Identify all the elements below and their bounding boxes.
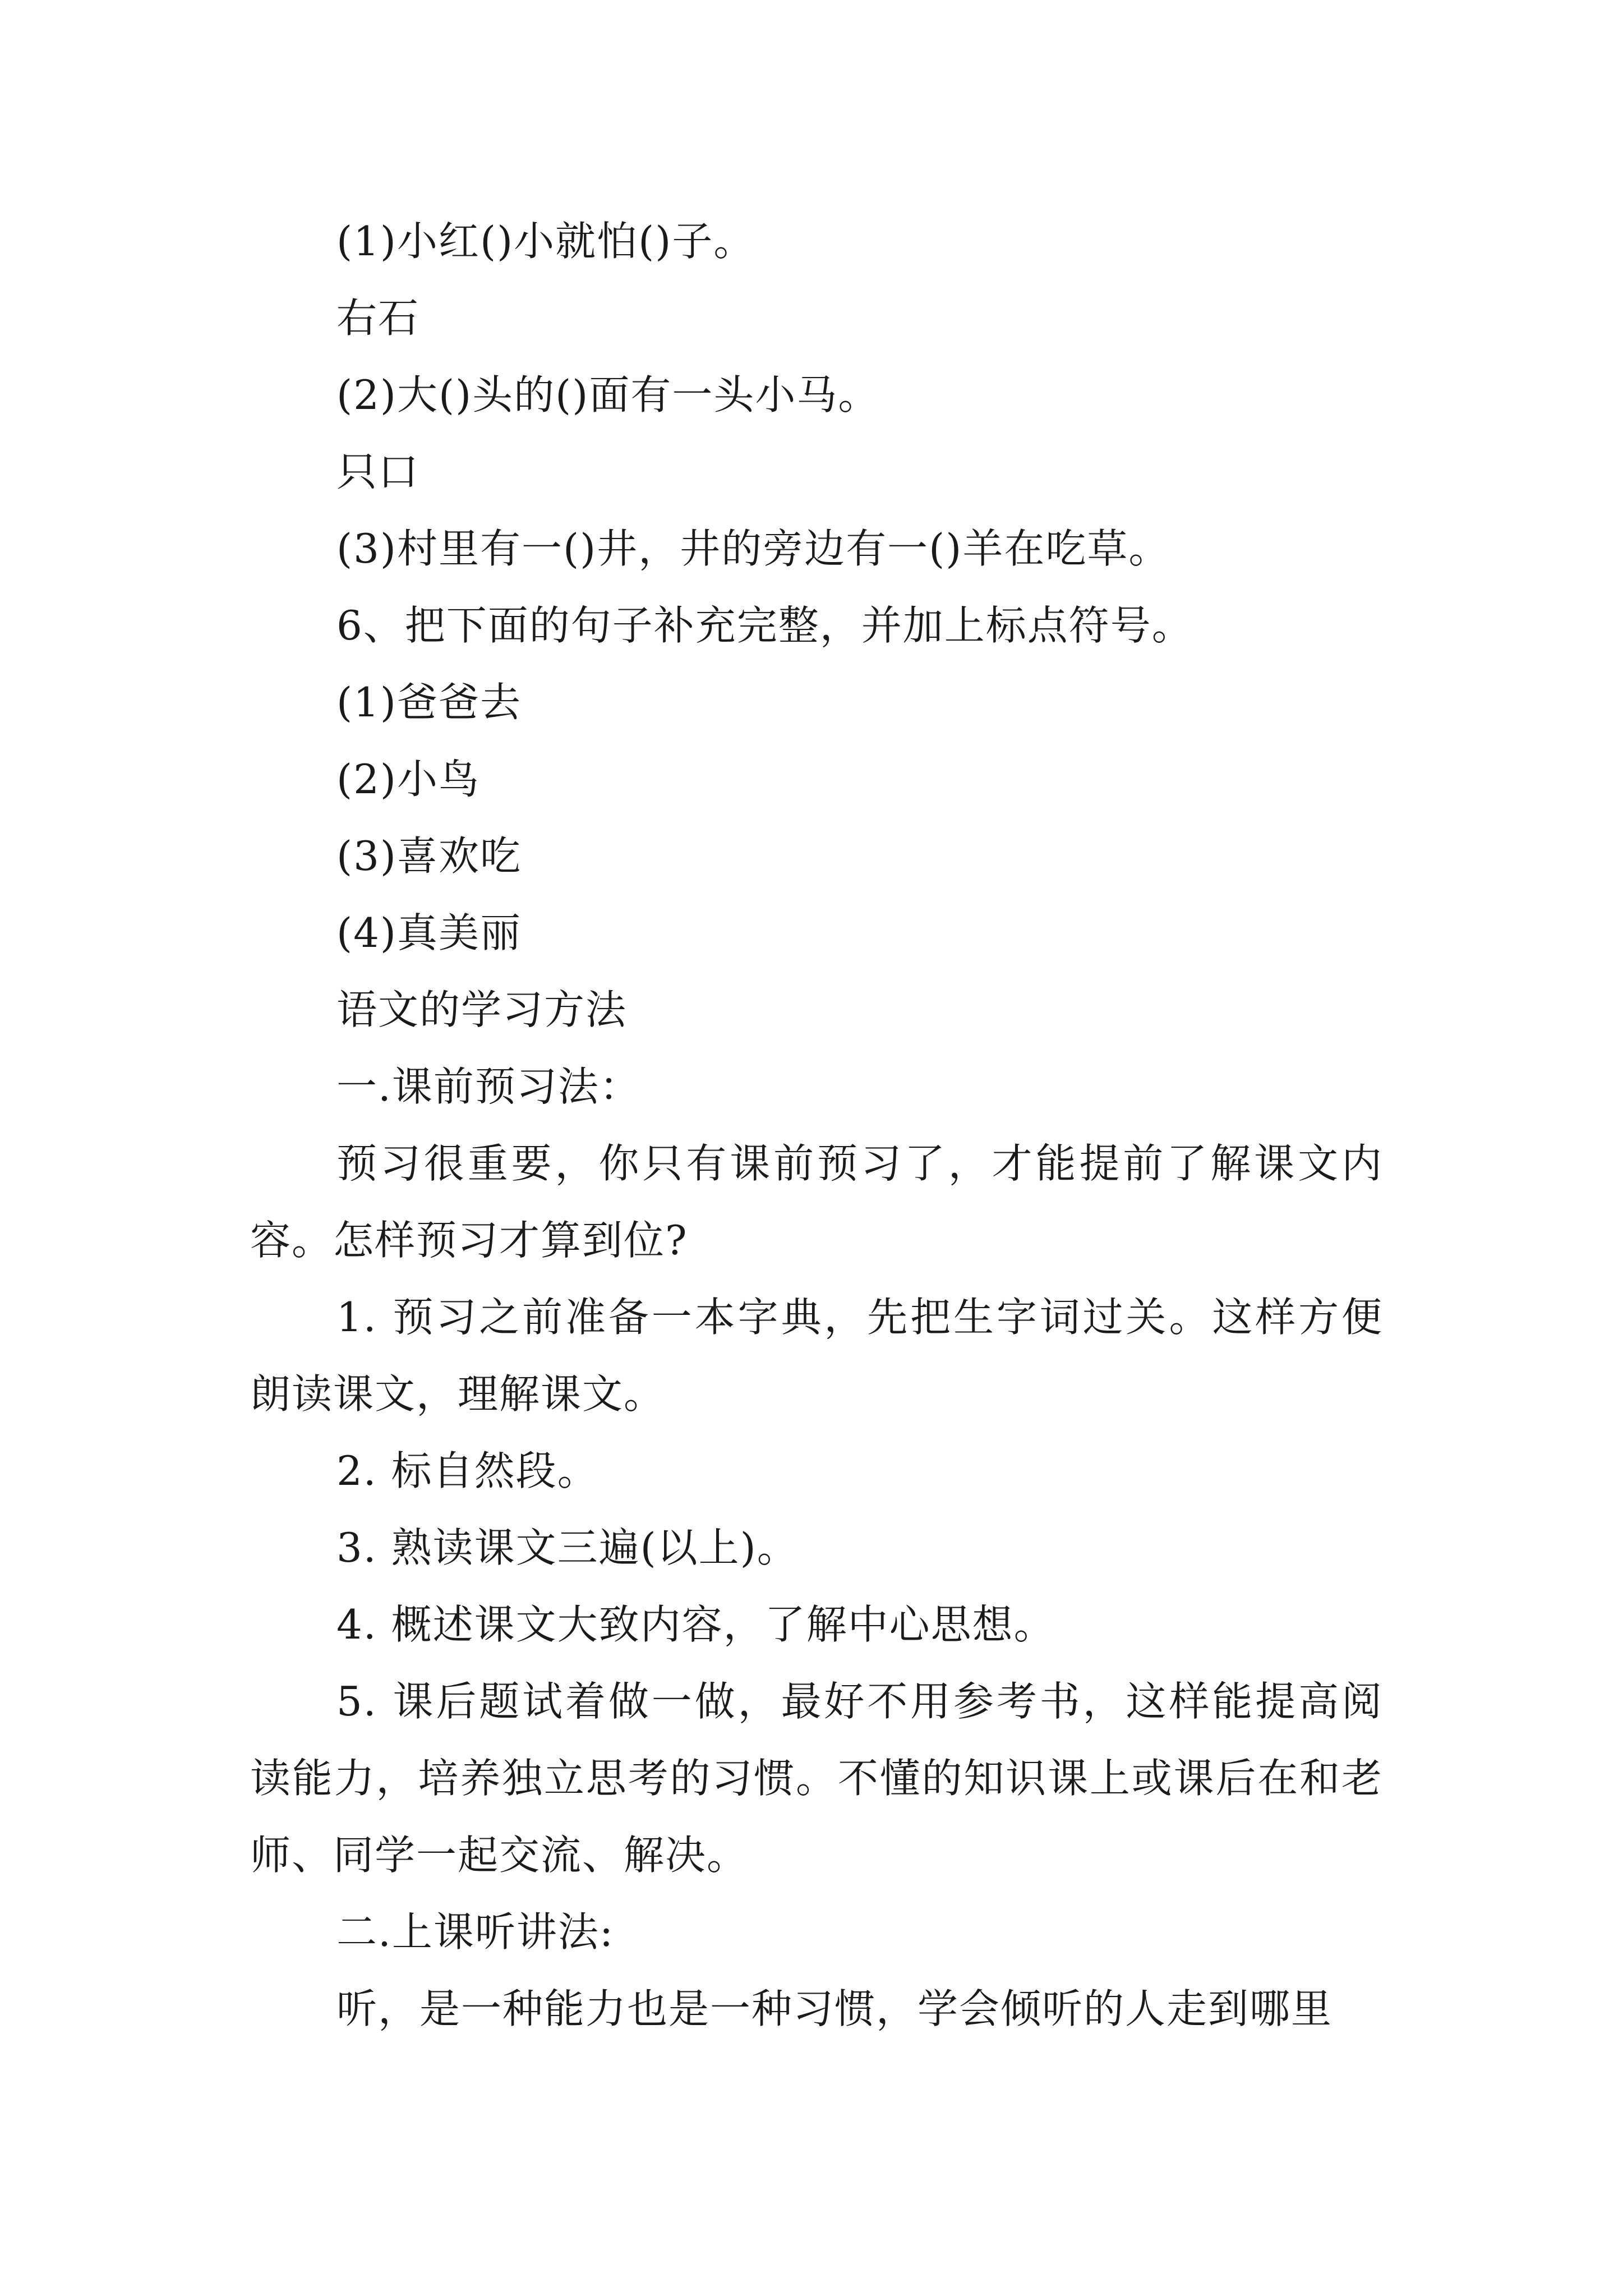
exercise-item-1: (1)小红()小就怕()子。 [336,218,755,265]
exercise-heading-6: 6、把下面的句子补充完整，并加上标点符号。 [336,602,1193,649]
list-item-1: 1. 预习之前准备一本字典，先把生字词过关。这样方便朗读课文，理解课文。 [250,1294,1383,1418]
list-item-4: 4. 概述课文大致内容，了解中心思想。 [336,1601,1055,1648]
sentence-item-2: (2)小鸟 [336,756,480,803]
sentence-item-4: (4)真美丽 [336,909,522,956]
section-title: 语文的学习方法 [336,986,628,1033]
body-paragraph: 预习很重要，你只有课前预习了，才能提前了解课文内容。怎样预习才算到位? [250,1140,1383,1264]
word-choice-line-2: 只口 [336,448,420,495]
word-choice-line-1: 右石 [336,295,420,342]
document-body [250,203,1383,2047]
method-heading-1: 一.课前预习法： [336,1063,641,1110]
exercise-item-2: (2)大()头的()面有一头小马。 [336,371,880,418]
sentence-item-1: (1)爸爸去 [336,679,522,726]
sentence-item-3: (3)喜欢吃 [336,832,522,880]
method-heading-2: 二.上课听讲法: [336,1908,615,1955]
body-paragraph-last: 听，是一种能力也是一种习惯，学会倾听的人走到哪里 [336,1985,1333,2032]
list-item-2: 2. 标自然段。 [336,1447,599,1494]
list-item-3: 3. 熟读课文三遍(以上)。 [336,1524,799,1571]
list-item-5: 5. 课后题试着做一做，最好不用参考书，这样能提高阅读能力，培养独立思考的习惯。不懂的知识课上或课后在和老师、同学一起交流、解决。 [250,1678,1383,1879]
exercise-item-3: (3)村里有一()井，井的旁边有一()羊在吃草。 [336,525,1170,572]
